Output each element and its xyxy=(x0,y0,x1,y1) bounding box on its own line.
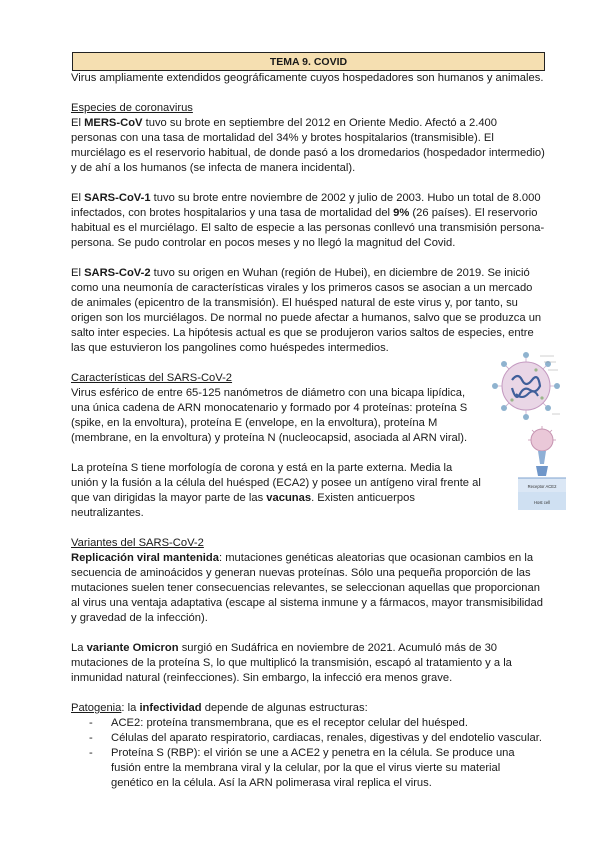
virus-structure-illustration xyxy=(490,350,562,422)
host-cell-label: Host cell xyxy=(533,500,551,505)
paragraph-caracteristicas-1: Virus esférico de entre 65-125 nanómetros de diámetro con una bicapa lipídica, una única cadena de ARN monocatenario y formado por 4 proteínas: proteína S (spike, en la envoltura), proteína E (envelope, en la envoltura), proteína M (membrane, en la envoltura) y proteína N (nucleocapsid, asociada al ARN viral). xyxy=(71,387,468,444)
receptor-label: Receptor ACE2 xyxy=(527,484,557,489)
paragraph-patogenia: Patogenia: la infectividad depende de algunas estructuras: xyxy=(71,702,368,714)
page-title: TEMA 9. COVID xyxy=(72,52,545,71)
intro-text: Virus ampliamente extendidos geográficamente cuyos hospedadores son humanos y animales. xyxy=(71,72,544,84)
paragraph-sars1: El SARS-CoV-1 tuvo su brote entre noviembre de 2002 y julio de 2003. Hubo un total de 8.000 infectados, con brotes hospitalarios y una tasa de mortalidad del 9% (26 países). El reservorio habitual es el murciélago. El salto de especie a las personas conllevó una transmisión persona-persona. Se pudo controlar en pocos meses y no llegó la magnitud del Covid. xyxy=(71,192,545,249)
paragraph-mers: El MERS-CoV tuvo su brote en septiembre del 2012 en Oriente Medio. Afectó a 2.400 personas con una tasa de mortalidad del 34% y brotes hospitalarios (transmisible). El murciélago es el reservorio habitual, de donde pasó a los dromedarios (hospedador intermedio) y de ahí a los humanos (se infecta de manera incidental). xyxy=(71,117,545,174)
paragraph-variantes-1: Replicación viral mantenida: mutaciones genéticas aleatorias que ocasionan cambios en la secuencia de aminoácidos y generan nuevas proteínas. Sólo una pequeña proporción de las mutaciones suelen tener consecuencias relevantes, se seleccionan aquellas que proporcionan al virus una ventaja adaptativa (escape al sistema inmune y a fármacos, mayor transmisibilidad y gravedad de la infección). xyxy=(71,552,543,624)
list-item: - ACE2: proteína transmembrana, que es el receptor celular del huésped. xyxy=(111,716,545,731)
section-heading-especies: Especies de coronavirus xyxy=(71,102,193,114)
section-heading-caracteristicas: Características del SARS-CoV-2 xyxy=(71,372,233,384)
patogenia-list xyxy=(71,716,545,791)
document-page xyxy=(71,52,545,791)
paragraph-sars2: El SARS-CoV-2 tuvo su origen en Wuhan (región de Hubei), en diciembre de 2019. Se inició como una neumonía de características virales y los primeros casos se asocian a un mercado de animales (epicentro de la transmisión). El huésped natural de este virus y, por tanto, su origen son los murciélagos. De normal no puede afectar a humanos, salvo que se produzca un salto inter especies. La hipótesis actual es que se produjeron varios saltos de especies, entre las que estuvieron los pangolines como huéspedes intermedios. xyxy=(71,267,542,354)
section-heading-variantes: Variantes del SARS-CoV-2 xyxy=(71,537,204,549)
list-item: - Células del aparato respiratorio, cardiacas, renales, digestivas y del endotelio vascular. xyxy=(111,731,545,746)
receptor-binding-illustration xyxy=(516,426,568,510)
paragraph-omicron: La variante Omicron surgió en Sudáfrica en noviembre de 2021. Acumuló más de 30 mutaciones de la proteína S, lo que multiplicó la transmisión, escapó al tratamiento y a la inmunidad natural (reinfecciones). Sin embargo, la infecció era menos grave. xyxy=(71,642,512,684)
list-item: - Proteína S (RBP): el virión se une a ACE2 y penetra en la célula. Se produce una fusión entre la membrana viral y la celular, por la que el virus vierte su material genético en la célula. Así la ARN polimerasa viral replica el virus. xyxy=(111,746,545,791)
paragraph-caracteristicas-2: La proteína S tiene morfología de corona y está en la parte externa. Media la unión y la fusión a la célula del huésped (ECA2) y posee un antígeno viral frente al que van dirigidas la mayor parte de las vacunas. Existen anticuerpos neutralizantes. xyxy=(71,462,481,519)
